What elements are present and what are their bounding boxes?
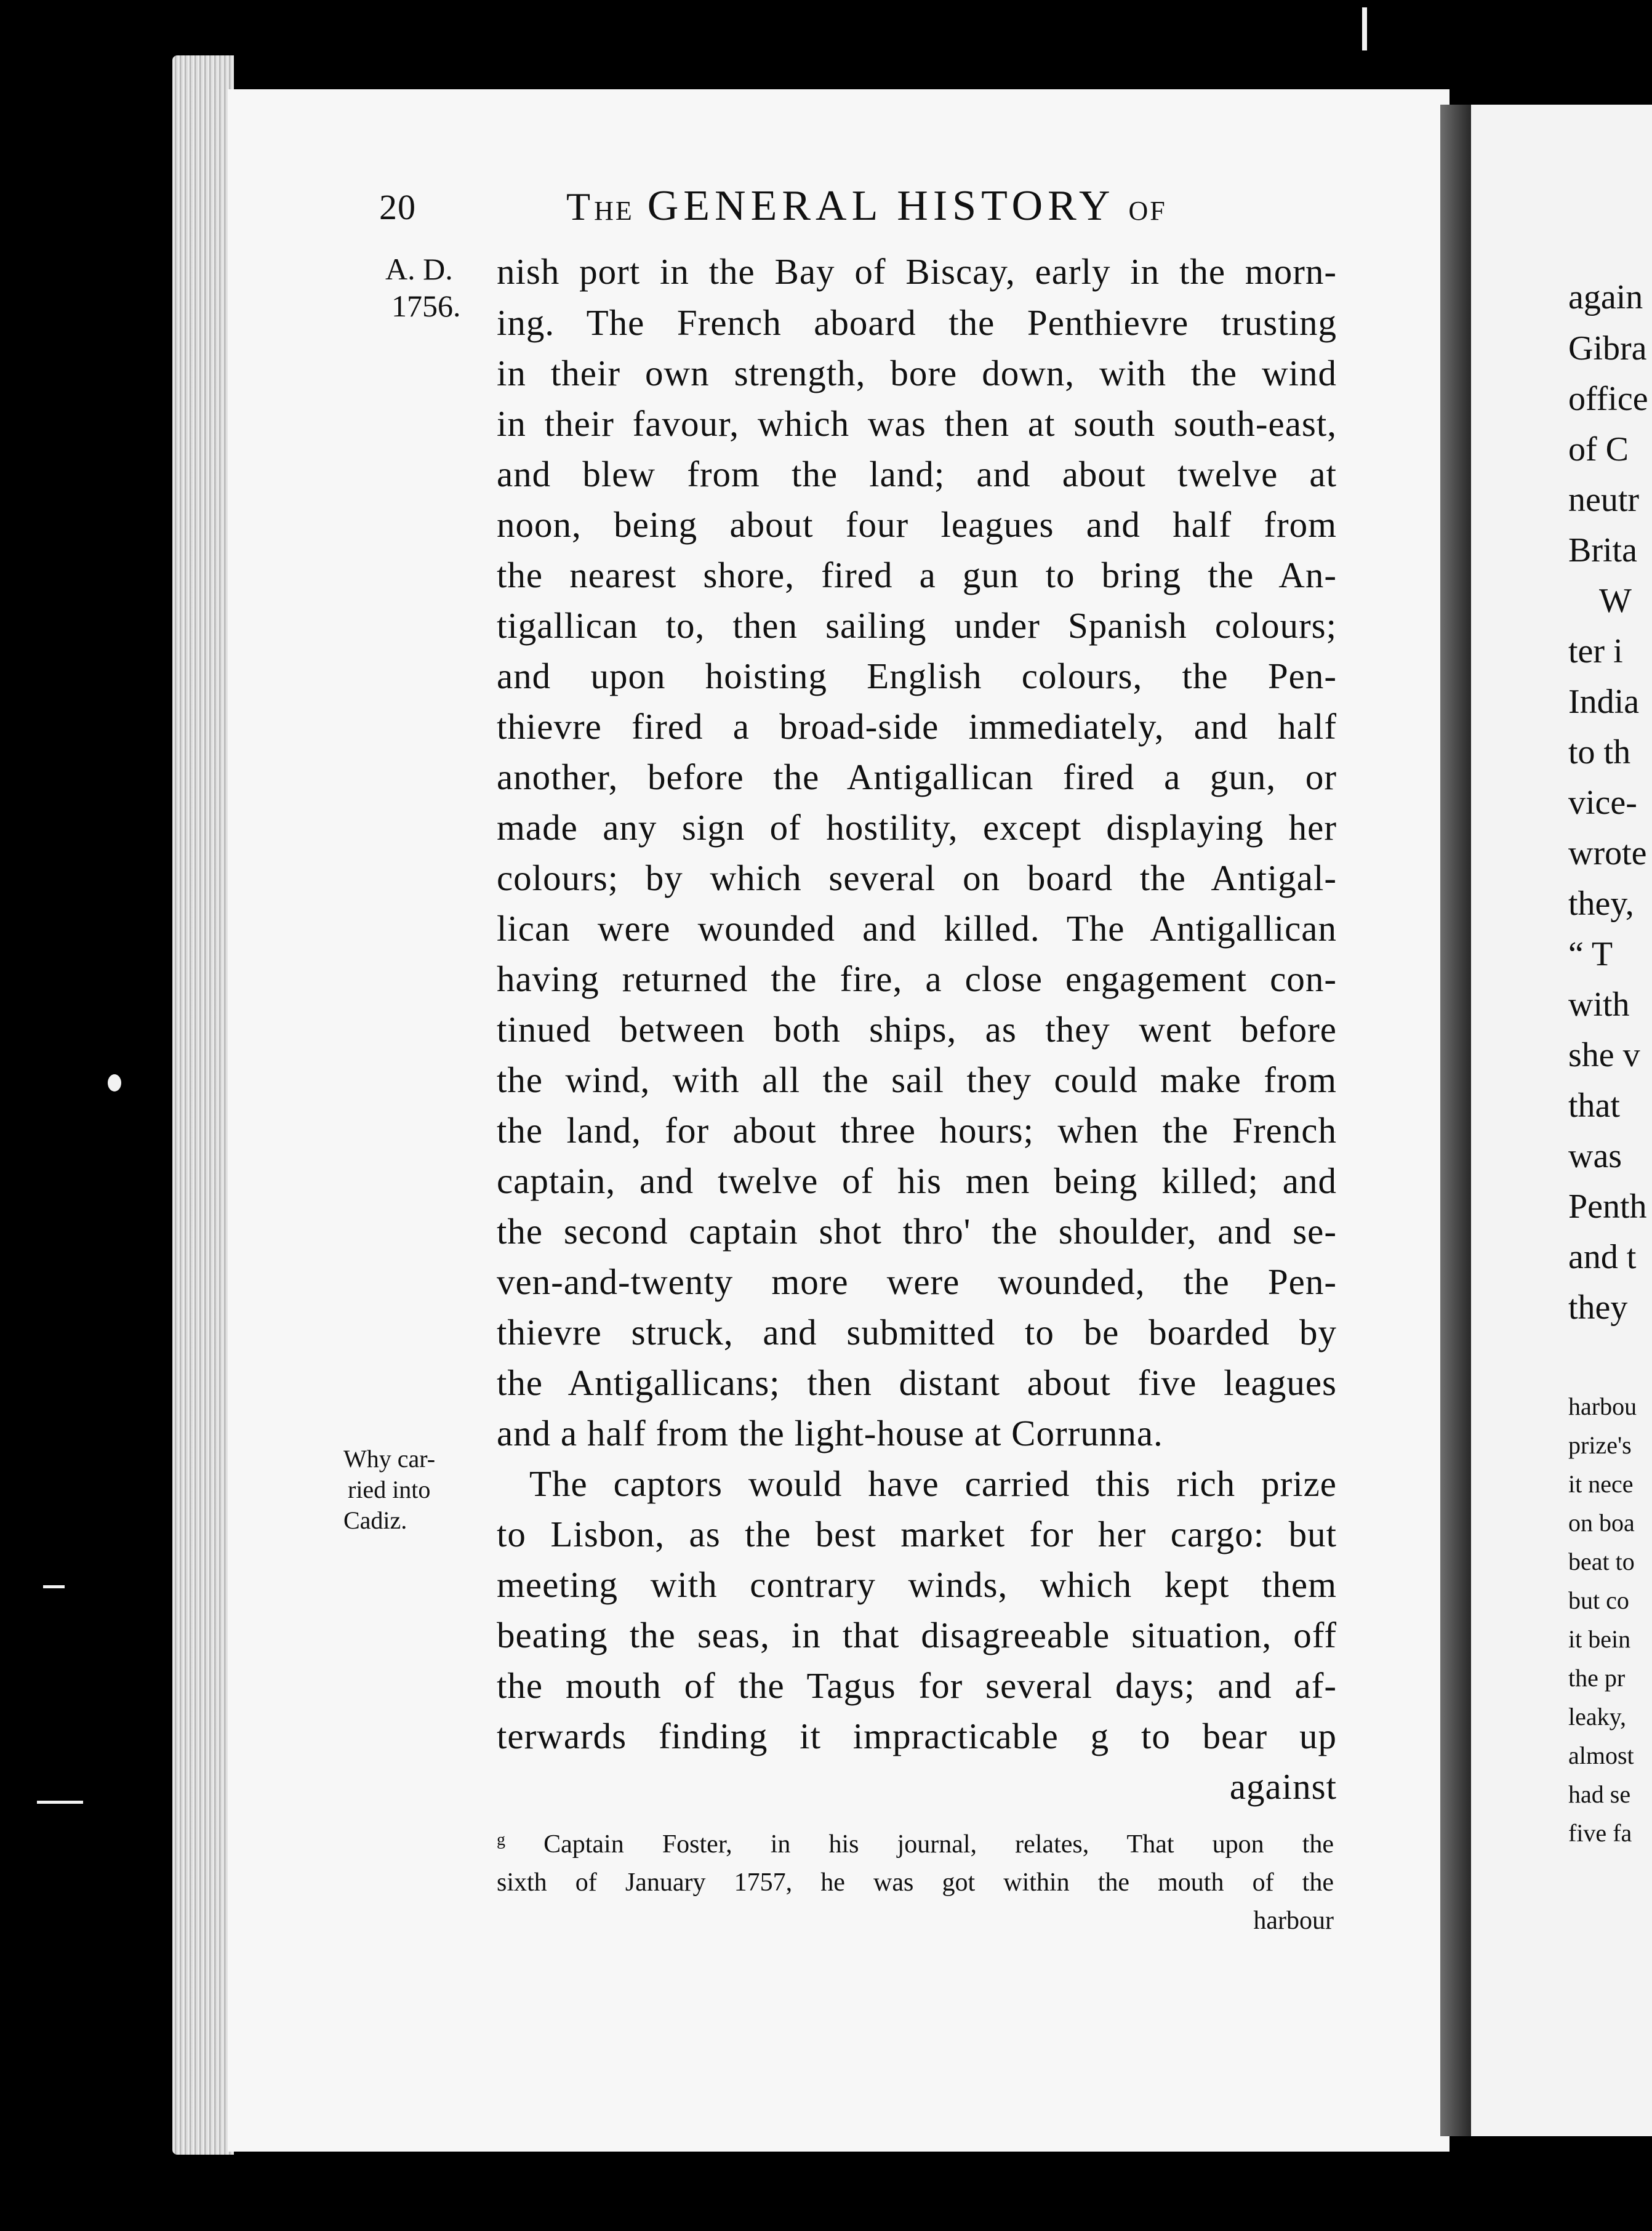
footnote-line: harbour [1253, 1907, 1334, 1935]
footnote-marker: g [497, 1830, 505, 1849]
facing-page-line: ter i [1568, 632, 1623, 670]
facing-page-line: they, [1568, 885, 1634, 923]
scan-speck [37, 1801, 83, 1804]
body-line: and blew from the land; and about twelve at [497, 454, 1337, 494]
facing-page-line: she v [1568, 1036, 1640, 1074]
scan-speck [1362, 7, 1367, 50]
scan-speck [43, 1585, 65, 1588]
facing-page-line: W [1599, 582, 1632, 620]
body-line: lican were wounded and killed. The Antigallican [497, 908, 1337, 949]
body-line: tinued between both ships, as they went before [497, 1009, 1337, 1050]
facing-page-note-line: it nece [1568, 1470, 1634, 1498]
body-line: and a half from the light-house at Corrunna. [497, 1413, 1163, 1453]
facing-page-note-line: almost [1568, 1742, 1634, 1769]
facing-page-line: Gibra [1568, 329, 1647, 368]
body-line: noon, being about four leagues and half from [497, 504, 1337, 545]
facing-page-note-line: five fa [1568, 1819, 1632, 1847]
side-note-line: Cadiz. [343, 1506, 407, 1534]
body-line: nish port in the Bay of Biscay, early in the morn- [497, 251, 1337, 292]
facing-page-line: “ T [1568, 935, 1613, 973]
running-title [566, 182, 1167, 230]
facing-page-line: office [1568, 380, 1648, 418]
facing-page-line: wrote [1568, 834, 1647, 872]
facing-page-line: that [1568, 1087, 1620, 1125]
body-line: in their favour, which was then at south south-east, [497, 403, 1337, 444]
body-line: terwards finding it impracticable g to bear up [497, 1716, 1337, 1756]
book-page-edges [172, 55, 234, 2155]
facing-page-note-line: it bein [1568, 1625, 1631, 1653]
catchword: against [1229, 1766, 1337, 1807]
facing-page-note-line: prize's [1568, 1431, 1632, 1459]
body-line: another, before the Antigallican fired a gun, or [497, 757, 1337, 797]
facing-page-line: and t [1568, 1238, 1637, 1276]
facing-page-note-line: the pr [1568, 1664, 1626, 1692]
facing-page-line: they [1568, 1288, 1628, 1327]
body-line: The captors would have carried this rich prize [529, 1463, 1337, 1504]
body-line: in their own strength, bore down, with the wind [497, 353, 1337, 393]
facing-page-line: India [1568, 683, 1640, 721]
body-line: the wind, with all the sail they could make from [497, 1059, 1337, 1100]
body-line: having returned the fire, a close engagement con- [497, 959, 1337, 999]
running-title-of: OF [1128, 196, 1167, 226]
body-line: colours; by which several on board the Antigal- [497, 858, 1337, 898]
body-line: thievre struck, and submitted to be boarded by [497, 1312, 1337, 1353]
facing-page-note-line: on boa [1568, 1509, 1635, 1537]
facing-page-line: Brita [1568, 531, 1637, 569]
body-line: to Lisbon, as the best market for her cargo: but [497, 1514, 1337, 1554]
facing-page-line: Penth [1568, 1188, 1647, 1226]
facing-page-note-line: leaky, [1568, 1703, 1627, 1731]
margin-date-year: 1756. [391, 289, 461, 323]
facing-page-line: vice- [1568, 784, 1637, 822]
running-title-the: HE [594, 196, 634, 226]
footnote-line: sixth of January 1757, he was got within the mouth of the [497, 1868, 1334, 1897]
body-line: made any sign of hostility, except displaying her [497, 807, 1337, 848]
body-line: the land, for about three hours; when the French [497, 1110, 1337, 1151]
scan-speck [108, 1074, 121, 1091]
side-note-line: Why car- [343, 1445, 436, 1473]
body-line: thievre fired a broad-side immediately, and half [497, 706, 1337, 747]
facing-page-note-line: beat to [1568, 1548, 1635, 1575]
facing-page-line: of C [1568, 430, 1629, 468]
body-line: the mouth of the Tagus for several days; and af- [497, 1665, 1337, 1706]
running-title-initial: T [566, 185, 595, 228]
page-number: 20 [379, 187, 416, 227]
body-line: ing. The French aboard the Penthievre trusting [497, 302, 1337, 343]
body-line: tigallican to, then sailing under Spanish colours; [497, 605, 1337, 646]
body-line: the second captain shot thro' the shoulder, and se- [497, 1211, 1337, 1252]
facing-page-line: again [1568, 278, 1643, 316]
body-line: beating the seas, in that disagreeable situation, off [497, 1615, 1337, 1655]
facing-page-note-line: had se [1568, 1780, 1631, 1808]
facing-page-line: neutr [1568, 481, 1640, 519]
body-line: captain, and twelve of his men being killed; and [497, 1160, 1337, 1201]
facing-page-line: with [1568, 986, 1630, 1024]
body-line: ven-and-twenty more were wounded, the Pen- [497, 1261, 1337, 1302]
body-line: the nearest shore, fired a gun to bring the An- [497, 555, 1337, 595]
footnote-line [497, 1831, 1334, 1857]
running-title-main: GENERAL HISTORY [647, 182, 1115, 230]
footnote-text: Captain Foster, in his journal, relates, That upon the [543, 1830, 1334, 1859]
facing-page-note-line: but co [1568, 1586, 1629, 1614]
facing-page-line: to th [1568, 733, 1631, 771]
facing-page-line: was [1568, 1137, 1622, 1175]
facing-page-note-line: harbou [1568, 1393, 1637, 1420]
body-line: the Antigallicans; then distant about five leagues [497, 1362, 1337, 1403]
body-line: meeting with contrary winds, which kept them [497, 1564, 1337, 1605]
margin-date-ad: A. D. [385, 252, 453, 286]
body-line: and upon hoisting English colours, the Pen- [497, 656, 1337, 696]
side-note-line: ried into [348, 1476, 431, 1503]
